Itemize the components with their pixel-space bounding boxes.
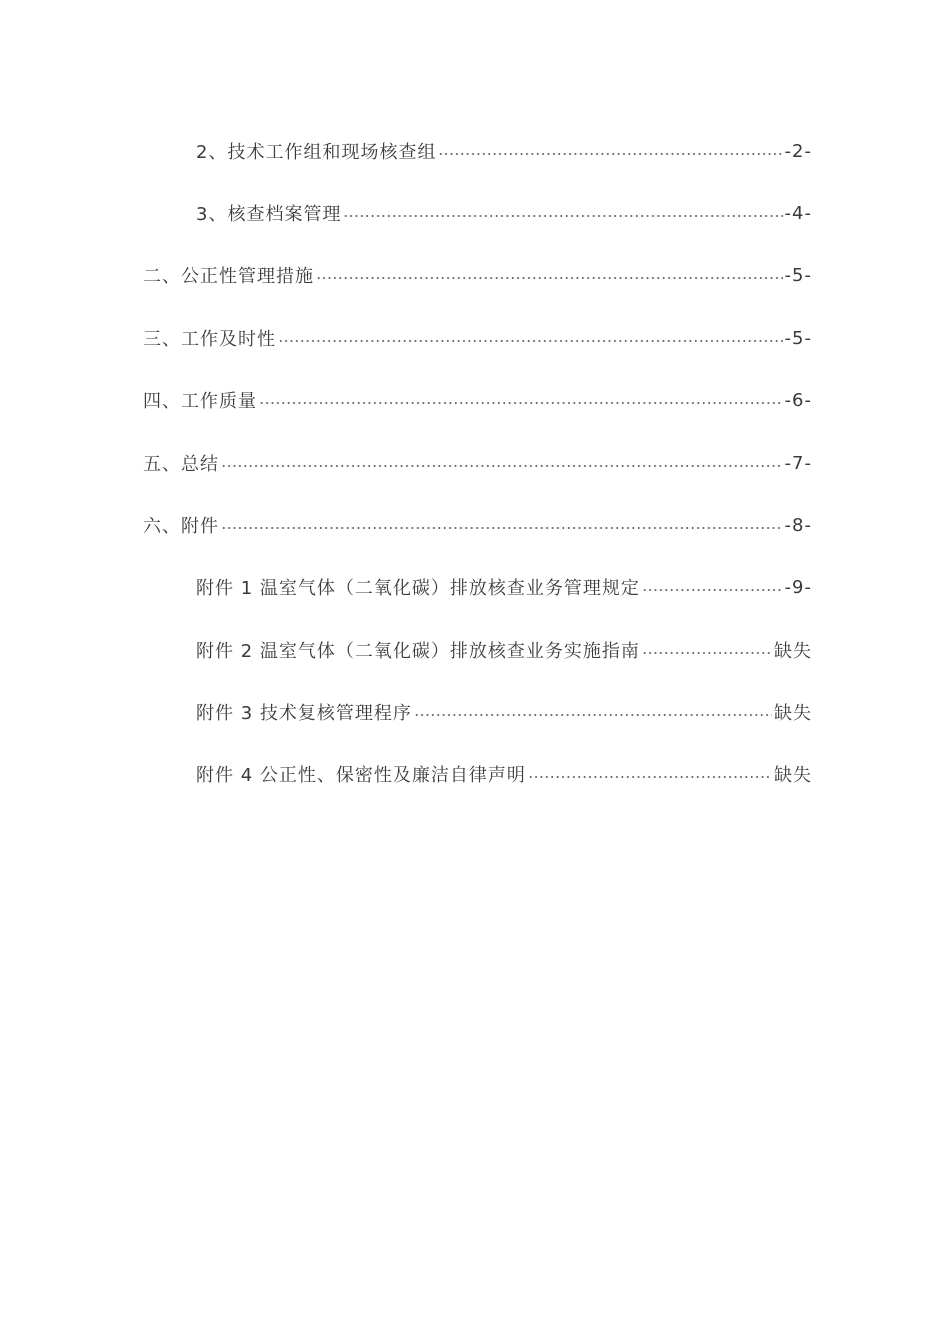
toc-page-number: -5- (784, 327, 812, 349)
toc-dot-leader (414, 714, 772, 716)
toc-entry-attachment-2[interactable] (196, 635, 812, 665)
toc-dot-leader (642, 589, 783, 591)
toc-page-number: 缺失 (774, 703, 812, 724)
toc-dot-leader (438, 153, 782, 155)
toc-entry-attachments[interactable] (143, 510, 812, 540)
toc-entry-label: 五、总结 (143, 454, 219, 475)
toc-dot-leader (343, 215, 782, 217)
toc-dot-leader (221, 465, 783, 467)
toc-entry-summary[interactable] (143, 448, 812, 478)
toc-entry-label: 3、核查档案管理 (196, 204, 342, 225)
toc-page-number: 缺失 (774, 765, 812, 786)
toc-dot-leader (316, 277, 783, 279)
toc-entry-archive-management[interactable] (196, 198, 812, 228)
toc-entry-label: 二、公正性管理措施 (143, 266, 314, 287)
toc-entry-label: 附件 1 温室气体（二氧化碳）排放核查业务管理规定 (196, 578, 640, 599)
toc-dot-leader (221, 527, 783, 529)
toc-page-number: -2- (784, 140, 812, 162)
toc-entry-label: 四、工作质量 (143, 391, 257, 412)
toc-entry-label: 六、附件 (143, 516, 219, 537)
toc-entry-work-quality[interactable] (143, 385, 812, 415)
toc-entry-attachment-4[interactable] (196, 759, 812, 789)
toc-entry-timeliness[interactable] (143, 323, 812, 353)
toc-entry-label: 附件 3 技术复核管理程序 (196, 703, 412, 724)
toc-page-number: -5- (784, 264, 812, 286)
toc-entry-attachment-3[interactable] (196, 697, 812, 727)
toc-entry-label: 附件 2 温室气体（二氧化碳）排放核查业务实施指南 (196, 641, 640, 662)
toc-page-number: -4- (784, 202, 812, 224)
toc-page-number: 缺失 (774, 641, 812, 662)
toc-entry-label: 附件 4 公正性、保密性及廉洁自律声明 (196, 765, 526, 786)
toc-entry-label: 三、工作及时性 (143, 329, 276, 350)
toc-entry-technical-group[interactable] (196, 136, 812, 166)
toc-page-number: -9- (784, 576, 812, 598)
toc-page-number: -6- (784, 389, 812, 411)
toc-page-number: -7- (784, 452, 812, 474)
toc-entry-attachment-1[interactable] (196, 572, 812, 602)
toc-entry-label: 2、技术工作组和现场核查组 (196, 142, 437, 163)
toc-page-number: -8- (784, 514, 812, 536)
toc-dot-leader (642, 652, 772, 654)
toc-dot-leader (259, 402, 783, 404)
toc-dot-leader (528, 776, 772, 778)
toc-entry-impartiality-measures[interactable] (143, 260, 812, 290)
toc-dot-leader (278, 340, 783, 342)
